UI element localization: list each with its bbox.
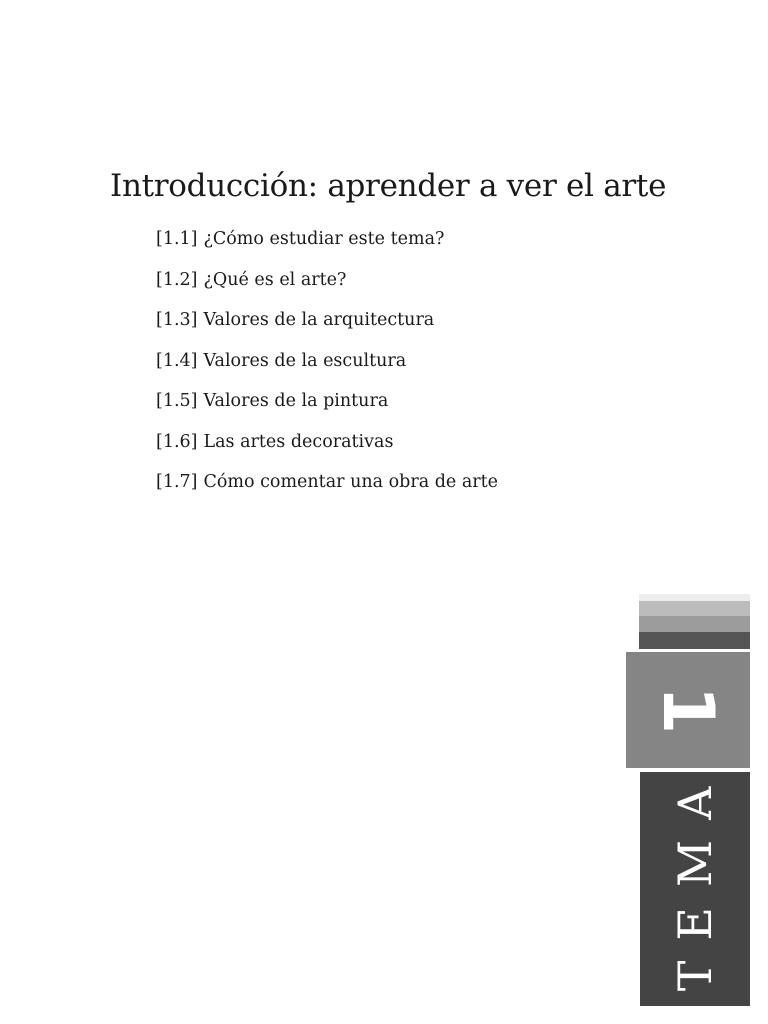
table-of-contents xyxy=(156,226,498,510)
toc-item-label: Valores de la escultura xyxy=(203,350,407,371)
chapter-label: TEMA xyxy=(668,766,722,992)
toc-item-number: [1.1] xyxy=(156,229,198,249)
toc-item xyxy=(156,226,498,267)
chapter-number: 1 xyxy=(647,685,729,735)
toc-item-number: [1.5] xyxy=(156,391,198,411)
decorative-stripe xyxy=(639,616,750,632)
page-title: Introducción: aprender a ver el arte xyxy=(110,168,667,204)
decorative-stripe xyxy=(639,601,750,616)
decorative-stripe xyxy=(639,594,750,601)
toc-item-label: ¿Qué es el arte? xyxy=(203,269,347,290)
toc-item xyxy=(156,348,498,389)
toc-item-number: [1.4] xyxy=(156,350,198,371)
toc-item xyxy=(156,388,498,429)
toc-item-number: [1.6] xyxy=(156,431,198,452)
toc-item xyxy=(156,267,498,308)
toc-item-label: ¿Cómo estudiar este tema? xyxy=(203,229,445,249)
toc-item-label: Cómo comentar una obra de arte xyxy=(203,472,499,492)
toc-item-label: Valores de la pintura xyxy=(203,391,389,411)
toc-item xyxy=(156,307,498,348)
toc-item-label: Valores de la arquitectura xyxy=(203,310,435,330)
toc-item xyxy=(156,429,498,470)
toc-item-number: [1.2] xyxy=(156,269,198,290)
chapter-number-tab xyxy=(626,652,750,768)
toc-item-number: [1.3] xyxy=(156,310,198,330)
toc-item xyxy=(156,469,498,510)
toc-item-number: [1.7] xyxy=(156,472,198,492)
chapter-label-tab xyxy=(640,766,750,1006)
decorative-stripe xyxy=(639,632,750,649)
toc-item-label: Las artes decorativas xyxy=(203,431,394,452)
